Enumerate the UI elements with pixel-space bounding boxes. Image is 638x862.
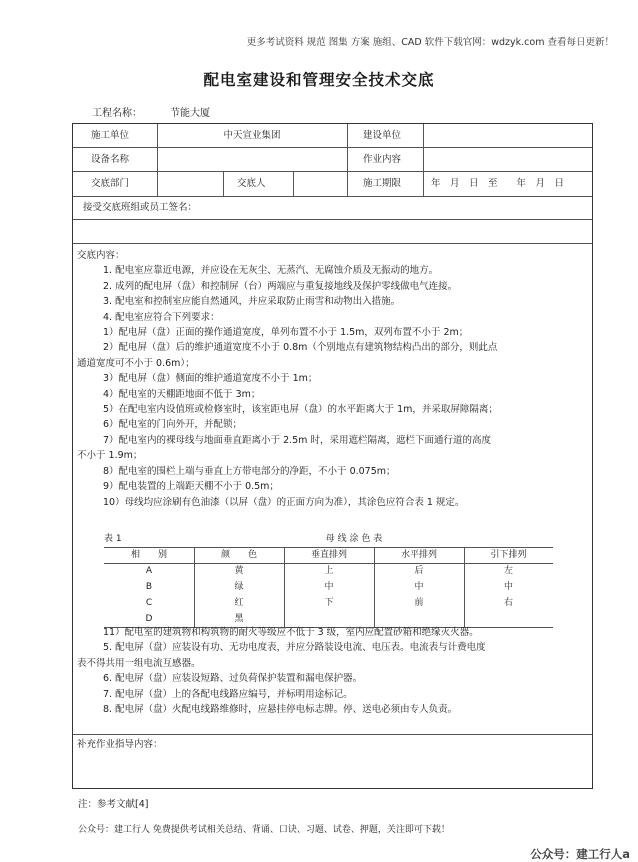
content-line: 表不得共用一组电流互感器。 — [77, 657, 201, 669]
project-name-label: 工程名称： — [92, 108, 142, 119]
page-title: 配电室建设和管理安全技术交底 — [203, 71, 435, 89]
footnote: 注：参考文献[4] — [78, 799, 149, 810]
table-cell: 上 — [324, 566, 334, 576]
period-label: 施工期限 — [363, 178, 402, 189]
content-line: 5. 配电屏（盘）应装设有功、无功电度表，并应分路装设电流、电压表。电流表与计费电度 — [103, 642, 486, 654]
table-header-cell: 垂直排列 — [310, 550, 347, 560]
col-divider — [157, 171, 158, 196]
content-line: 4）配电室的天棚距地面不低于 3m； — [103, 388, 261, 400]
table-cell: 左 — [503, 566, 513, 576]
table-cell: B — [145, 582, 153, 592]
content-line: 7. 配电屏（盘）上的各配电线路应编号，并标明用途标记。 — [103, 688, 353, 700]
table-header-cell: 相 别 — [130, 550, 167, 560]
table-cell: 红 — [234, 598, 244, 608]
table-cell: C — [145, 598, 153, 608]
project-name-row — [92, 104, 210, 119]
project-name-value: 节能大厦 — [170, 108, 210, 119]
table-cell: 后 — [414, 566, 424, 576]
period-value: 年 月 日 至 年 月 日 — [431, 178, 565, 189]
table-caption-row — [104, 531, 553, 547]
build-unit-label: 建设单位 — [363, 130, 402, 141]
content-line: 1）配电屏（盘）正面的操作通道宽度，单列布置不小于 1.5m，双列布置不小于 2m； — [103, 327, 469, 339]
content-line: 3. 配电室和控制室应能自然通风，并应采取防止雨雪和动物出入措施。 — [103, 296, 401, 308]
table-cell: 中 — [324, 582, 334, 592]
disclosure-content — [77, 248, 589, 510]
table-rule — [104, 563, 553, 564]
construction-unit-value: 中天宣业集团 — [223, 130, 281, 141]
disclosure-person-label: 交底人 — [237, 178, 266, 189]
busbar-color-table — [104, 531, 553, 627]
watermark: 公众号：建工行人a — [530, 847, 630, 861]
content-line: 4. 配电室应符合下列要求： — [103, 311, 220, 323]
row-divider — [73, 219, 592, 220]
table-label: 表 1 — [104, 534, 122, 544]
content-line: 10）母线均应涂刷有色油漆（以屏（盘）的正面方向为准），其涂色应符合表 1 规定。 — [103, 496, 465, 508]
signature-label: 接受交底班组或员工签名： — [83, 202, 198, 213]
table-cell: 中 — [503, 582, 513, 592]
table-cell: 绿 — [234, 582, 244, 592]
content-line: 11）配电室的建筑物和构筑物的耐火等级应不低于 3 级，室内应配置砂箱和绝缘灭火器。 — [103, 627, 479, 638]
row-divider — [73, 734, 592, 735]
dept-label: 交底部门 — [91, 178, 130, 189]
content-lines — [77, 263, 589, 510]
footer-note: 公众号：建工行人 免费提供考试相关总结、背诵、口诀、习题、试卷、押题，关注即可下载！ — [78, 825, 450, 835]
content-line: 通道宽度可不小于 0.6m）； — [77, 357, 195, 369]
content-line: 8. 配电屏（盘）火配电线路维修时，应悬挂停电标志牌。停、送电必须由专人负责。 — [103, 704, 458, 716]
content-line: 7）配电室内的裸母线与地面垂直距离小于 2.5m 时，采用遮栏隔离，遮栏下面通行道的高度 — [103, 434, 491, 446]
content-line: 3）配电屏（盘）侧面的维护通道宽度不小于 1m； — [103, 373, 318, 385]
table-header-cell: 颜 色 — [220, 550, 257, 560]
content-line: 2）配电屏（盘）后的维护通道宽度不小于 0.8m（个别地点有建筑物结构凸出的部分，则此点 — [103, 342, 498, 354]
content-line: 2. 成列的配电屏（盘）和控制屏（台）两端应与重复接地线及保护零线做电气连接。 — [103, 280, 458, 292]
table-header-cell: 水平排列 — [400, 550, 437, 560]
row-divider — [73, 171, 592, 172]
table-cell: D — [145, 614, 153, 624]
col-divider — [293, 171, 294, 196]
table-cell: 中 — [414, 582, 424, 592]
row-divider — [73, 147, 592, 148]
disclosure-content-continued — [77, 625, 589, 717]
content-line: 6. 配电屏（盘）应装设短路、过负荷保护装置和漏电保护器。 — [103, 673, 363, 685]
table-cell: 黄 — [234, 566, 244, 576]
content-line: 6）配电室的门向外开，并配锁； — [103, 419, 243, 431]
row-divider — [73, 196, 592, 197]
disclosure-form — [72, 123, 593, 789]
table-caption: 母 线 涂 色 表 — [325, 534, 383, 544]
col-divider — [423, 124, 424, 196]
table-cell: 黑 — [234, 614, 244, 624]
table-header-cell: 引下排列 — [490, 550, 527, 560]
table-cell: A — [145, 566, 153, 576]
content-line: 1. 配电室应靠近电源，并应设在无灰尘、无蒸汽、无腐蚀介质及无振动的地方。 — [103, 265, 439, 277]
col-divider — [223, 171, 224, 196]
top-note: 更多考试资料 规范 图集 方案 施组、CAD 软件下载官网：wdzyk.com 查看每日更新！ — [246, 37, 614, 48]
row-divider — [73, 243, 592, 244]
content-lines-after — [77, 625, 589, 717]
table-cell: 右 — [503, 598, 513, 608]
col-divider — [347, 124, 348, 196]
equipment-name-label: 设备名称 — [91, 154, 130, 165]
supplement-label: 补充作业指导内容： — [77, 739, 163, 750]
table-rule — [104, 547, 553, 548]
content-line: 9）配电装置的上端距天棚不小于 0.5m； — [103, 481, 279, 493]
content-line: 不小于 1.9m； — [77, 450, 143, 462]
construction-unit-label: 施工单位 — [91, 130, 130, 141]
content-line: 8）配电室的围栏上端与垂直上方带电部分的净距，不小于 0.075m； — [103, 465, 396, 477]
work-content-label: 作业内容 — [363, 154, 402, 165]
table-cell: 前 — [414, 598, 424, 608]
content-line: 5）在配电室内设值班或检修室时，该室距电屏（盘）的水平距离大于 1m，并采取屏障隔离； — [103, 404, 498, 416]
table-cell: 下 — [324, 598, 334, 608]
content-label: 交底内容： — [77, 250, 125, 261]
